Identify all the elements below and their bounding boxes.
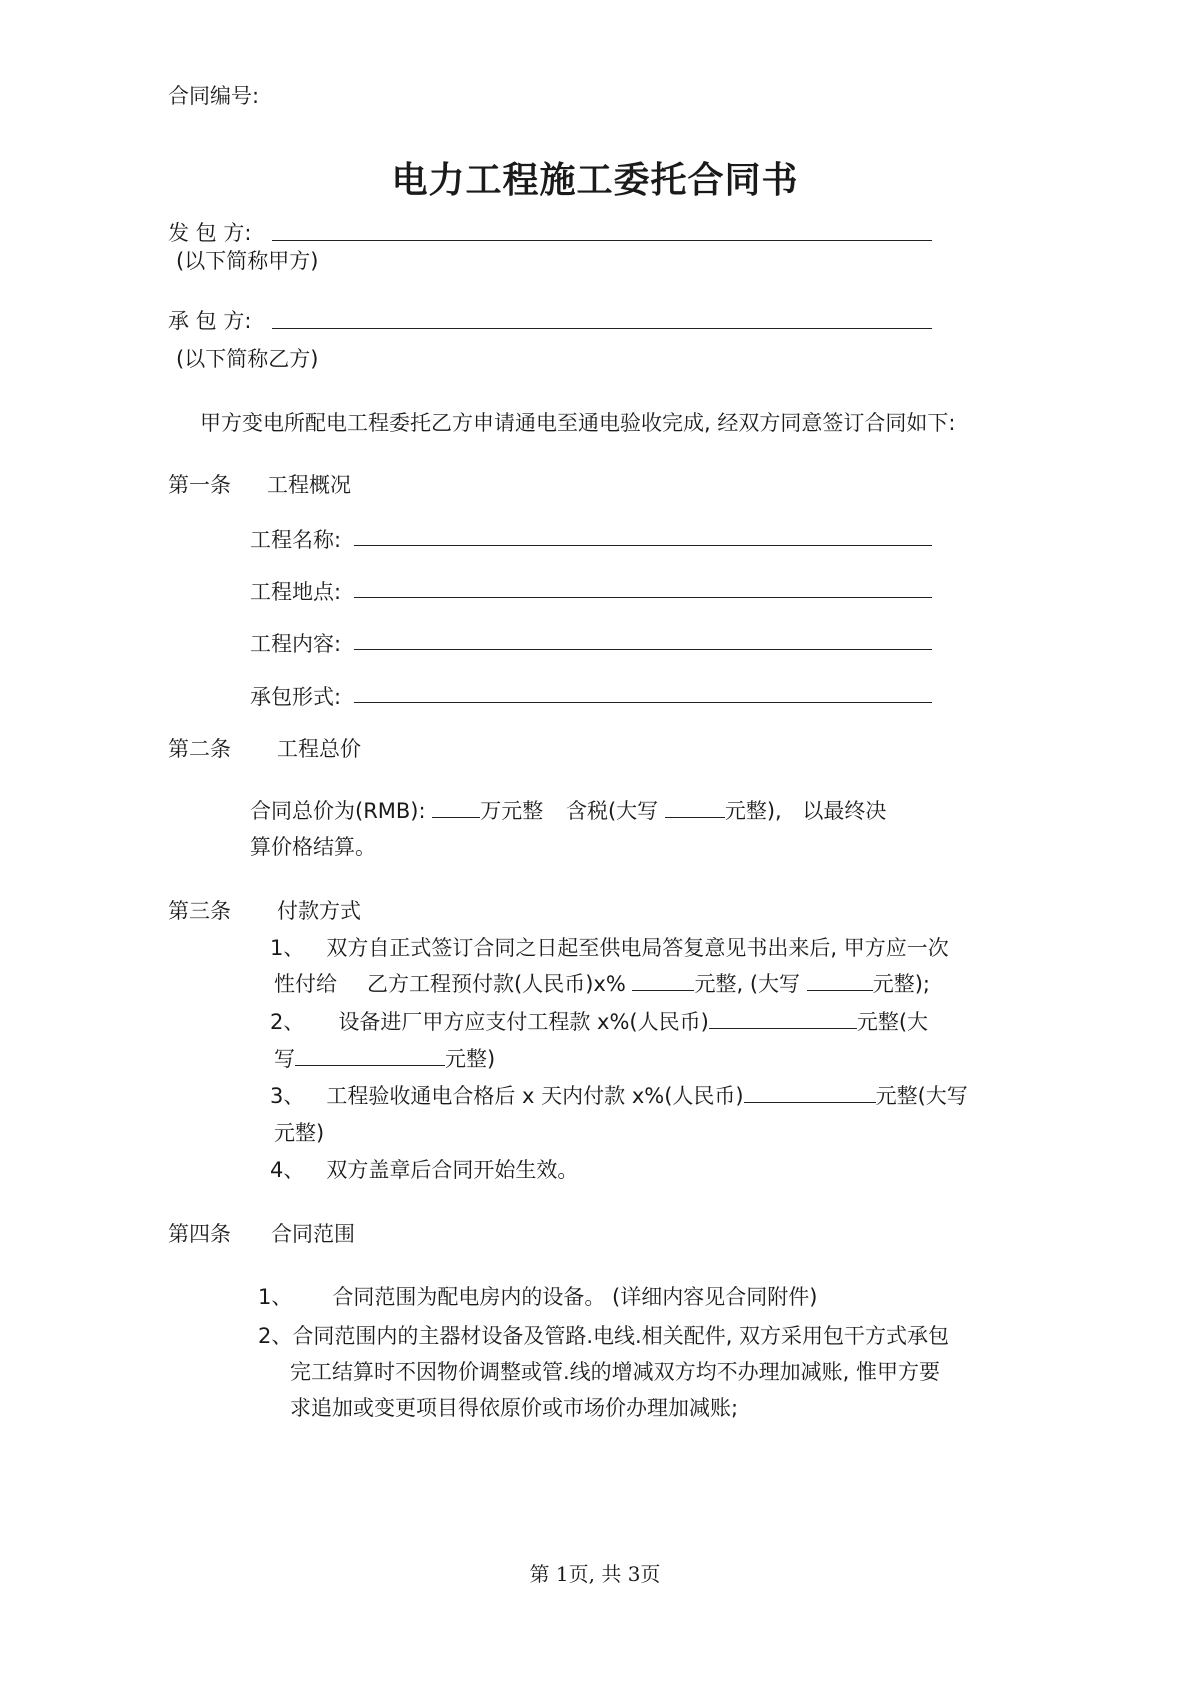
party-a-blank[interactable]	[272, 240, 932, 241]
article-2-number: 第二条	[168, 737, 231, 761]
advance-payment-uppercase-blank[interactable]	[807, 968, 873, 991]
scope-item-2-line-3: 求追加或变更项目得依原价或市场价办理加减账;	[290, 1396, 739, 1420]
field-contract-form-label: 承包形式:	[250, 685, 342, 709]
payment-item-3-line-2: 元整)	[274, 1121, 325, 1145]
party-b-blank[interactable]	[272, 328, 932, 329]
payment-item-3-line-1: 3、 工程验收通电合格后 x 天内付款 x%(人民币) 元整(大写	[270, 1080, 968, 1110]
article-4-title: 合同范围	[271, 1222, 355, 1246]
article-1-title: 工程概况	[267, 473, 351, 497]
field-project-content-label: 工程内容:	[250, 632, 342, 656]
payment-item-1-line-2: 性付给 乙方工程预付款(人民币)x% 元整, (大写 元整);	[274, 968, 930, 998]
preamble: 甲方变电所配电工程委托乙方申请通电至通电验收完成, 经双方同意签订合同如下:	[200, 411, 956, 435]
article-2-line-1: 合同总价为(RMB): 万元整 含税(大写 元整), 以最终决	[250, 795, 886, 825]
payment-item-2-line-1: 2、 设备进厂甲方应支付工程款 x%(人民币) 元整(大	[270, 1006, 928, 1036]
payment-item-2-line-2: 写 元整)	[274, 1043, 495, 1073]
equipment-payment-blank[interactable]	[709, 1006, 857, 1029]
field-contract-form-blank[interactable]	[354, 702, 932, 703]
field-project-name-label: 工程名称:	[250, 528, 342, 552]
scope-item-2-line-1: 2、合同范围内的主器材设备及管路.电线.相关配件, 双方采用包干方式承包	[258, 1324, 950, 1348]
party-b-note: (以下简称乙方)	[176, 347, 319, 371]
article-4-heading	[168, 1218, 355, 1248]
field-project-name-blank[interactable]	[354, 545, 932, 546]
field-project-site-blank[interactable]	[354, 597, 932, 598]
article-2-heading	[168, 733, 361, 763]
scope-item-1: 1、 合同范围为配电房内的设备。 (详细内容见合同附件)	[258, 1285, 818, 1309]
article-1-heading	[168, 469, 351, 499]
article-1-number: 第一条	[168, 473, 231, 497]
article-4-number: 第四条	[168, 1222, 231, 1246]
article-2-line-2: 算价格结算。	[250, 835, 376, 859]
field-project-content-blank[interactable]	[354, 649, 932, 650]
document-title: 电力工程施工委托合同书	[391, 160, 799, 201]
price-uppercase-blank[interactable]	[665, 795, 725, 818]
advance-payment-blank[interactable]	[632, 968, 694, 991]
contract-number-label: 合同编号:	[168, 84, 260, 108]
article-3-title: 付款方式	[277, 899, 361, 923]
acceptance-payment-blank[interactable]	[744, 1080, 876, 1103]
equipment-payment-uppercase-blank[interactable]	[295, 1043, 445, 1066]
article-3-heading	[168, 895, 361, 925]
party-a-label: 发 包 方:	[168, 221, 252, 245]
price-blank[interactable]	[432, 795, 480, 818]
page-footer: 第 1页, 共 3页	[529, 1562, 661, 1586]
field-project-site-label: 工程地点:	[250, 580, 342, 604]
payment-item-4: 4、 双方盖章后合同开始生效。	[270, 1158, 579, 1182]
party-b-label: 承 包 方:	[168, 309, 252, 333]
article-2-title: 工程总价	[277, 737, 361, 761]
party-a-note: (以下简称甲方)	[176, 249, 319, 273]
article-3-number: 第三条	[168, 899, 231, 923]
scope-item-2-line-2: 完工结算时不因物价调整或管.线的增减双方均不办理加减账, 惟甲方要	[290, 1360, 941, 1384]
payment-item-1-line-1: 1、 双方自正式签订合同之日起至供电局答复意见书出来后, 甲方应一次	[270, 936, 949, 960]
